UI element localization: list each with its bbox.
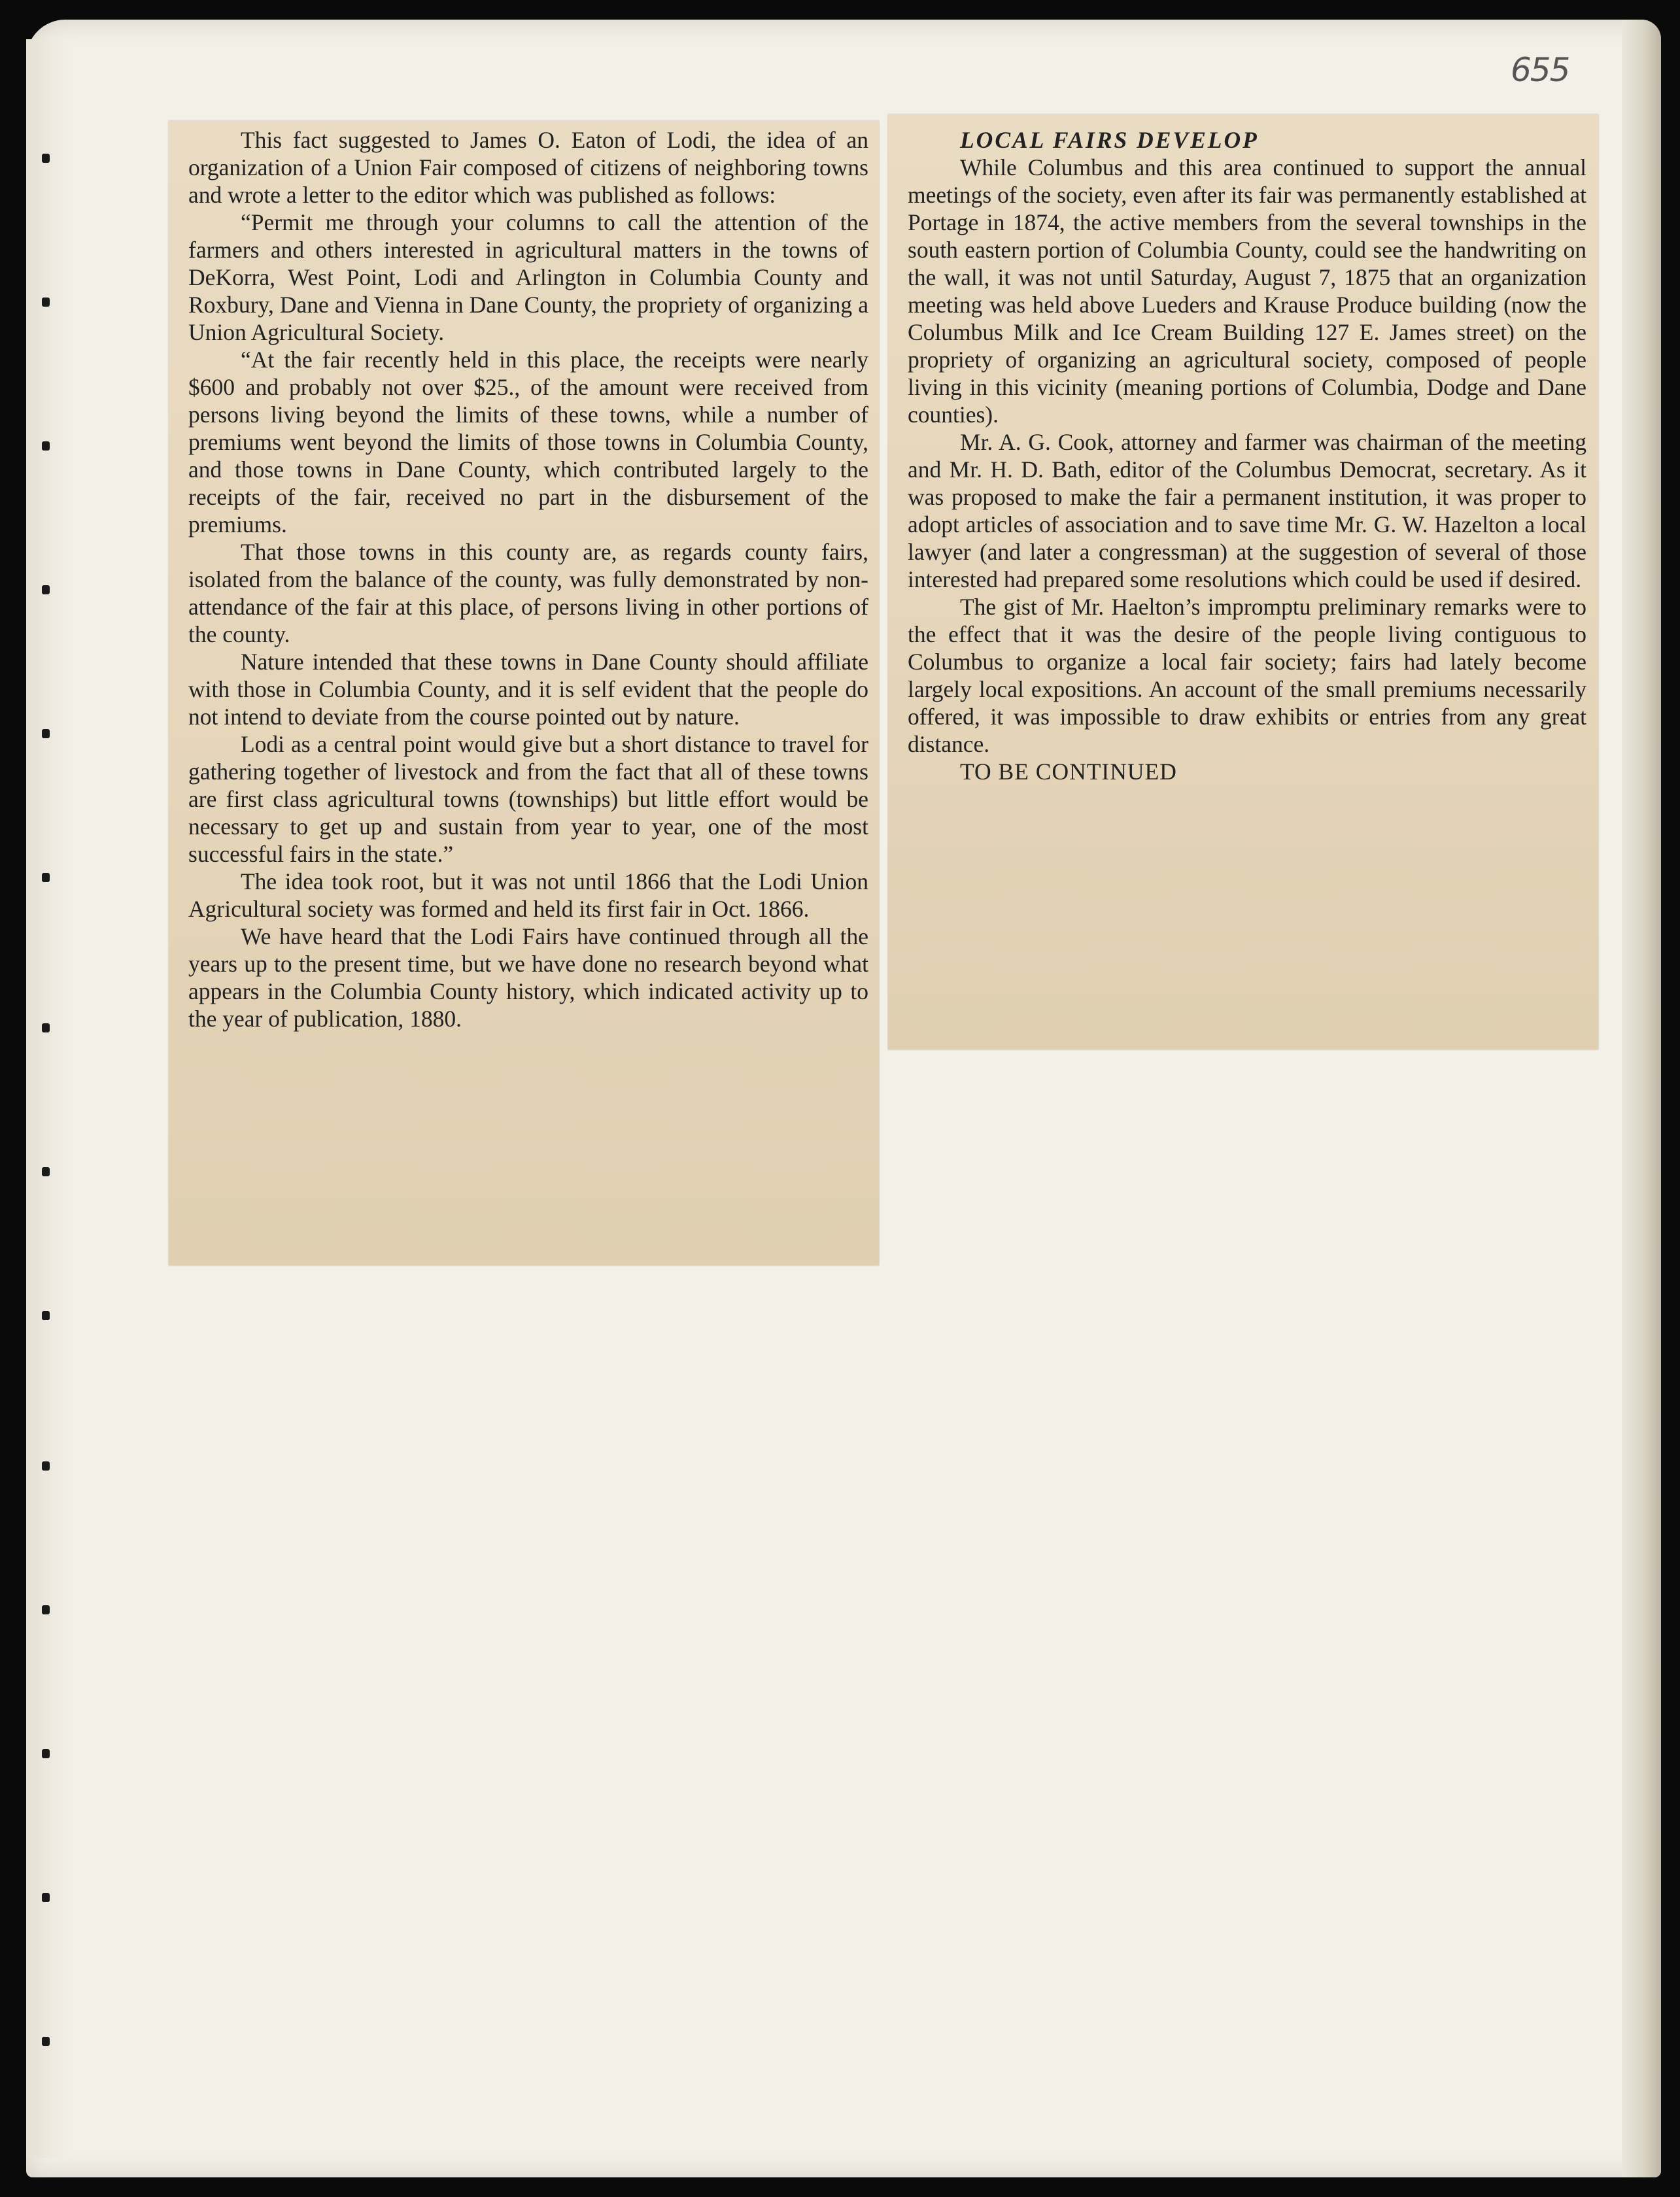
article-paragraph: While Columbus and this area continued to support the annual meetings of the society, even after its fair was permanently established at Portage in 1874, the active members from the several townships in the south eastern portion of Columbia County, could see the handwriting on the wall, it was not until Saturday, August 7, 1875 that an organization meeting was held above Lueders and Krause Produce building (now the Columbus Milk and Ice Cream Building 127 E. James street) on the propriety of organizing an agricultural society, composed of people living in this vicinity (meaning portions of Columbia, Dodge and Dane counties). xyxy=(908,154,1586,428)
binding-hole xyxy=(42,1605,50,1614)
page-edge xyxy=(1622,20,1661,2177)
binding-hole xyxy=(42,585,50,594)
article-paragraph: “Permit me through your columns to call the attention of the farmers and others interested in agricultural matters in the towns of DeKorra, West Point, Lodi and Arlington in Columbia County and Roxbury, Dane and Vienna in Dane County, the propriety of organizing a Union Agricultural Society. xyxy=(188,209,868,345)
article-paragraph: That those towns in this county are, as regards county fairs, isolated from the balance of the county, was fully demonstrated by non-attendance of the fair at this place, of persons living in other portions of the county. xyxy=(188,539,868,647)
article-paragraph: Mr. A. G. Cook, attorney and farmer was chairman of the meeting and Mr. H. D. Bath, editor of the Columbus Democrat, secretary. As it was proposed to make the fair a permanent institution, it was proper to adopt articles of association and to save time Mr. G. W. Hazelton a local lawyer (and later a congressman) at the suggestion of several of those interested had prepared some resolutions which could be used if desired. xyxy=(908,429,1586,592)
binding-hole xyxy=(42,2037,50,2046)
binding-hole xyxy=(42,729,50,738)
article-paragraph: This fact suggested to James O. Eaton of Lodi, the idea of an organization of a Union Fair composed of citizens of neighboring towns and wrote a letter to the editor which was published as follows: xyxy=(188,127,868,208)
binding-hole xyxy=(42,441,50,451)
binding-hole xyxy=(42,1749,50,1758)
article-paragraph: We have heard that the Lodi Fairs have continued through all the years up to the present time, but we have done no research beyond what appears in the Columbia County history, which indicated activity up to the year of publication, 1880. xyxy=(188,923,868,1032)
continued-notice: TO BE CONTINUED xyxy=(960,758,1177,785)
binding-hole xyxy=(42,1023,50,1032)
newspaper-clipping-right xyxy=(888,114,1598,1049)
binding-hole xyxy=(42,154,50,163)
binding-hole xyxy=(42,873,50,882)
binding-hole xyxy=(42,298,50,307)
newspaper-clipping-left xyxy=(169,121,879,1265)
article-paragraph: Lodi as a central point would give but a short distance to travel for gathering together of livestock and from the fact that all of these towns are first class agricultural towns (townships) but little effort would be necessary to get up and sustain from year to year, one of the most successful fairs in the state.” xyxy=(188,731,868,867)
page-number: 655 xyxy=(1511,51,1569,89)
article-heading: LOCAL FAIRS DEVELOP xyxy=(960,127,1259,153)
binding-hole xyxy=(42,1311,50,1320)
binding-margin xyxy=(26,39,72,2158)
article-paragraph: The gist of Mr. Haelton’s impromptu preliminary remarks were to the effect that it was the desire of the people living contiguous to Columbus to organize a local fair society; fairs had lately become largely local expositions. An account of the small premiums necessarily offered, it was impossible to draw exhibits or entries from any great distance. xyxy=(908,594,1586,757)
binding-hole xyxy=(42,1893,50,1902)
article-paragraph: The idea took root, but it was not until 1866 that the Lodi Union Agricultural society was formed and held its first fair in Oct. 1866. xyxy=(188,868,868,922)
article-paragraph: “At the fair recently held in this place, the receipts were nearly $600 and probably not over $25., of the amount were received from persons living beyond the limits of these towns, while a number of premiums went beyond the limits of those towns in Columbia County, and those towns in Dane County, which contributed largely to the receipts of the fair, received no part in the disbursement of the premiums. xyxy=(188,347,868,537)
article-paragraph: Nature intended that these towns in Dane County should affiliate with those in Columbia County, and it is self evident that the people do not intend to deviate from the course pointed out by nature. xyxy=(188,649,868,730)
binding-hole xyxy=(42,1167,50,1176)
binding-hole xyxy=(42,1461,50,1471)
